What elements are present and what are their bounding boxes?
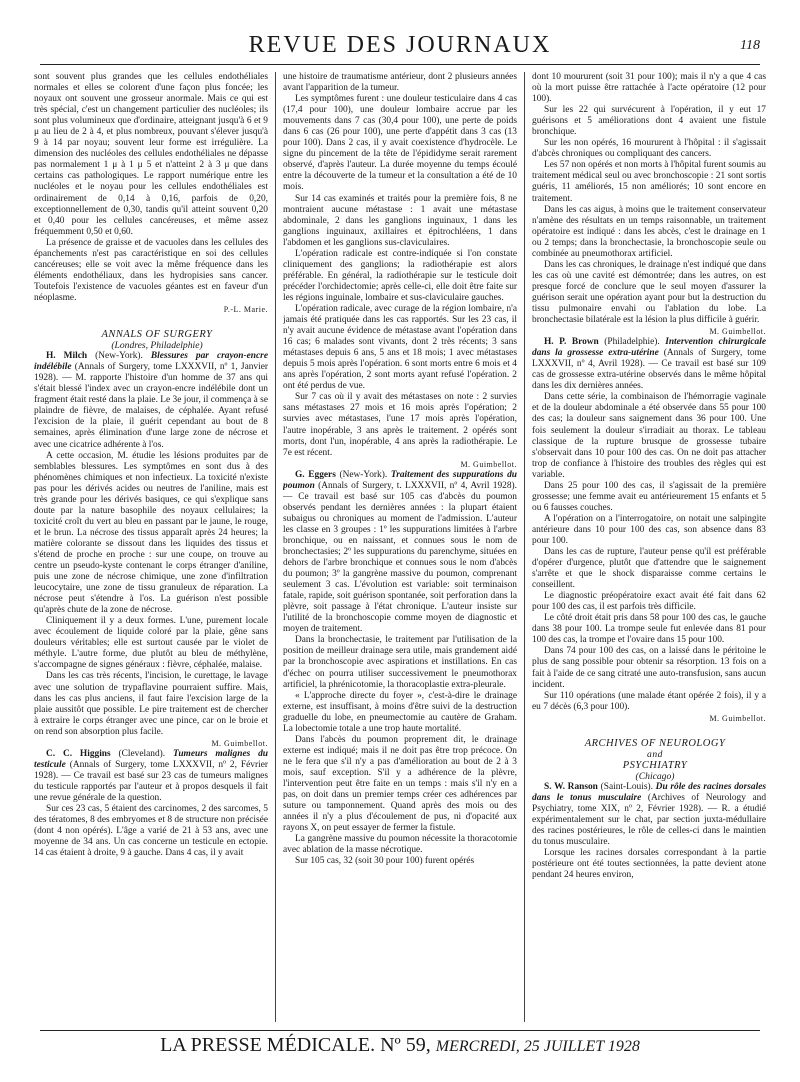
article-abstract xyxy=(532,337,766,392)
article-reference: (Annals of Surgery, tome LXXXVII, nº 2, Février 1928). — Ce travail est basé sur 23 cas de tumeurs malignes du testicule rapportés par l'auteur et à propos desquels il fait une revue générale de la question. xyxy=(34,759,268,803)
journal-section-title: REVUE DES JOURNAUX xyxy=(248,32,552,58)
paragraph: Dans les cas aigus, à moins que le traitement conservateur n'amène des résultats en un temps raisonnable, un traitement opératoire est indiqué : dans les abcès, c'est le drainage en 1 ou 2 temps; dans la bronchectasie, la bronchoscopie seule ou combinée au pneumothorax artificiel. xyxy=(532,204,766,259)
paragraph: L'opération radicale, avec curage de la région lombaire, n'a jamais été pratiquée dans les cas rapportés. Sur les 23 cas, il n'y avait aucune évidence de métastase avant l'opération dans 16 cas; 6 malades sont vivants, dont 2 très récents; 3 sans métastases depuis 6 ans, 5 ans et 18 mois; 1 avec métastases depuis 5 mois après l'opération. 6 sont morts entre 6 mois et 4 ans après l'opération, 2 sont morts ayant refusé l'opération. 2 ont été perdus de vue. xyxy=(283,303,517,392)
article-reference: (Annals of Surgery, t. LXXXVII, nº 4, Avril 1928). — Ce travail est basé sur 105 cas d'abcès du poumon observés pendant les dernières années : la plupart étaient subaigus ou chroniques au moment de l'admission. L'auteur les classe en 3 groupes : 1º les suppurations limitées à l'arbre bronchique, ou en naissant, et connues sous le nom de bronchectasies; 2º les suppurations du parenchyme, situées en dehors de l'arbre bronchique et connues sous le nom d'abcès du poumon; 3º la gangrène massive du poumon, comprenant seulement 3 cas. L'évolution est variable: soit terminaison fatale, rapide, soit guérison spontanée, soit perforation dans la plèvre, soit passage à l'état chronique. L'auteur insiste sur l'utilité de la bronchoscopie comme moyen de diagnostic et moyen de traitement. xyxy=(283,480,517,635)
section-title-connector: and xyxy=(647,748,663,760)
author-location: (New-York). xyxy=(87,351,151,362)
paragraph: Sur les 22 qui survécurent à l'opération, il y eut 17 guérisons et 5 améliorations dont 4 avaient une fistule bronchique. xyxy=(532,105,766,138)
page-number: 118 xyxy=(740,38,760,53)
paragraph: Les 57 non opérés et non morts à l'hôpital furent soumis au traitement médical seul ou avec bronchoscopie : 21 sont sortis guéris, 11 améliorés, 15 non améliorés; 10 sont encore en traitement. xyxy=(532,160,766,204)
section-title: ANNALS OF SURGERY xyxy=(101,329,213,341)
paragraph: Le côté droit était pris dans 58 pour 100 des cas, le gauche dans 38 pour 100. La trompe seule fut enlevée dans 81 pour 100 des cas, la trompe et l'ovaire dans 15 pour 100. xyxy=(532,613,766,646)
author-name: S. W. Ranson xyxy=(544,781,598,792)
signature: M. Guimbellot. xyxy=(709,327,766,337)
paragraph: Sur 14 cas examinés et traités pour la première fois, 8 ne montraient aucune métastase : 1 avait une métastase abdominale, 2 dans les ganglions inguinaux, 1 dans les ganglions inguinaux, axillaires et épitrochléens, 1 dans l'abdomen et les ganglions sus-claviculaires. xyxy=(283,193,517,248)
paragraph: Dans les cas de rupture, l'auteur pense qu'il est préférable d'opérer d'urgence, plutôt que d'attendre que le saignement s'arrête et que le shock disparaisse comme certains le conseillent. xyxy=(532,547,766,591)
paragraph: Le diagnostic préopératoire exact avait été fait dans 62 pour 100 des cas, il est parfois très difficile. xyxy=(532,591,766,613)
author-name: H. Milch xyxy=(46,351,88,362)
footer-rule xyxy=(40,1030,760,1031)
article-columns xyxy=(34,72,766,1022)
paragraph: Cliniquement il y a deux formes. L'une, purement locale avec écoulement de liquide coloré par la plaie, gêne sans douleurs véritables; elle est surtout causée par le violet de méthyle. L'autre forme, due plutôt au bleu de méthylène, s'accompagne de signes généraux : fièvre, céphalée, malaise. xyxy=(34,616,268,671)
footer-text xyxy=(40,1034,760,1057)
column-divider xyxy=(524,72,525,1022)
paragraph: Dans l'abcès du poumon proprement dit, le drainage externe est indiqué; mais il ne doit pas être trop précoce. On ne le fera que s'il n'y a pas d'amélioration au bout de 2 à 3 mois, sauf exception. S'il y a adhérence de la plèvre, l'intervention peut être faite en un temps : mais s'il n'y en a pas, on doit dans un premier temps créer ces adhérences par suture ou tamponnement. Quand après des mois ou des années il n'y a plus d'écoulement de pus, ni d'opacité aux rayons X, on peut essayer de fermer la fistule. xyxy=(283,734,517,834)
article-reference: (Annals of Surgery, tome LXXXVII, nº 1, Janvier 1928). — M. rapporte l'histoire d'un homme de 37 ans qui s'était blessé l'index avec un crayon-encre indélébile dont un fragment était resté dans la plaie. Le 3e jour, il commença à se plaindre de fièvre, de malaises, de céphalée. Ayant refusé l'excision de la plaie, il guérit cependant au bout de 8 semaines, après élimination d'une large zone de nécrose et avec une cicatrice adhérente à l'os. xyxy=(34,362,268,450)
paragraph: Dans cette série, la combinaison de l'hémorragie vaginale et de la douleur abdominale a été observée dans 55 pour 100 des cas; la douleur sans saignement dans 36 pour 100. Une fois seulement la douleur s'irradiait au thorax. Le tableau classique de la rupture brusque de grossesse tubaire s'observait dans 10 pour 100 des cas. On ne doit pas attacher trop de confiance à l'histoire des troubles des règles qui est variable. xyxy=(532,392,766,480)
paragraph: une histoire de traumatisme antérieur, dont 2 plusieurs années avant l'apparition de la tumeur. xyxy=(283,72,517,94)
column-divider xyxy=(275,72,276,1022)
paragraph: Sur 7 cas où il y avait des métastases on note : 2 survies sans métastases 27 mois et 16 mois après l'opération; 2 survies avec métastases, l'une 17 mois après l'opération, l'autre inopérable, 3 ans après le traitement. 2 opérés sont morts, dont l'un, inopérable, 4 ans après la radiothérapie. Le 7e est récent. xyxy=(283,392,517,458)
section-title: ARCHIVES OF NEUROLOGY xyxy=(584,737,726,749)
author-location: (Saint-Louis). xyxy=(597,781,656,792)
paragraph: Lorsque les racines dorsales correspondant à la partie postérieure ont été toutes sectionnées, la patte devient atone pendant 24 heures environ, xyxy=(532,848,766,881)
paragraph: La gangrène massive du poumon nécessite la thoracotomie avec ablation de la masse nécrotique. xyxy=(283,834,517,856)
column-right xyxy=(532,72,766,1022)
paragraph: « L'approche directe du foyer », c'est-à-dire le drainage externe, est insuffisant, à moins d'être suivi de la destruction graduelle du lobe, en pneumectomie au cautère de Graham. La lobectomie totale a une trop haute mortalité. xyxy=(283,690,517,734)
paragraph: Sur 105 cas, 32 (soit 30 pour 100) furent opérés xyxy=(295,856,475,867)
page-header xyxy=(40,28,760,64)
article-title: Du rôle des racines dorsales dans le tonus musculaire xyxy=(532,781,766,803)
article-abstract xyxy=(34,351,268,450)
signature: P.-L. Marie. xyxy=(223,304,268,314)
paragraph: Sur 110 opérations (une malade étant opérée 2 fois), il y a eu 7 décès (6,3 pour 100). xyxy=(532,690,766,712)
column-left xyxy=(34,72,268,1022)
article-title: Tumeurs malignes du testicule xyxy=(34,748,268,770)
article-title: Intervention chirurgicale dans la grossesse extra-utérine xyxy=(532,337,766,359)
author-location: (Cleveland). xyxy=(110,748,173,759)
paragraph: Les symptômes furent : une douleur testiculaire dans 4 cas (17,4 pour 100), une douleur lombaire accrue par les mouvements dans 7 cas (30,4 pour 100), une perte de poids dans 6 cas (26 pour 100), une perte d'appétit dans 3 cas (13 pour 100). Dans 2 cas, il y avait coexistence d'hydrocèle. Le signe du pincement de la tête de l'épididyme serait rarement observé, d'après l'auteur. La durée moyenne du temps écoulé entre la découverte de la tumeur et la consultation a été de 10 mois. xyxy=(283,94,517,193)
author-name: C. C. Higgins xyxy=(46,748,111,759)
article-abstract xyxy=(532,782,766,848)
paragraph: Sur les non opérés, 16 moururent à l'hôpital : il s'agissait d'abcès chroniques ou compliquant des cancers. xyxy=(532,138,766,160)
journal-name: LA PRESSE MÉDICALE. Nº 59, xyxy=(160,1034,431,1056)
paragraph: sont souvent plus grandes que les cellules endothéliales normales et elles se colorent d'une façon plus foncée; les noyaux ont souvent une grosseur anormale. Mais ce qui est très spécial, c'est un changement particulier des nucléoles; ils sont plus volumineux que d'ordinaire, atteignant jusqu'à 6 et 9 μ au lieu de 2 à 4, et plus nombreux, pouvant s'élever jusqu'à 9 à 14 par noyau; souvent leur forme est irrégulière. La dimension des nucléoles des cellules endothéliales ne dépasse pas normalement 1 μ à 1 μ 5 et n'atteint 2 à 3 μ que dans certains cas pathologiques. Le rapport numérique entre les nucléoles et le noyau pour les cellules endothéliales est ordinairement de 0,14 à 0,16, parfois de 0,20, exceptionnellement de 0,30, tandis qu'il atteint souvent 0,20 et 0,40 pour les cellules cancéreuses, et même assez fréquemment 0,50 et 0,60. xyxy=(34,72,268,237)
article-abstract xyxy=(34,749,268,804)
issue-date: MERCREDI, 25 JUILLET 1928 xyxy=(435,1038,640,1055)
signature: M. Guimbellot. xyxy=(460,459,517,469)
paragraph: Dans 74 pour 100 des cas, on a laissé dans le péritoine le plus de sang possible pour obtenir sa résorption. 13 fois on a fait à l'aide de ce sang citraté une auto-transfusion, sans aucun incident. xyxy=(532,646,766,690)
paragraph: Dans 25 pour 100 des cas, il s'agissait de la première grossesse; une femme avait eu antérieurement 15 enfants et 5 ou 6 fausses couches. xyxy=(532,480,766,513)
paragraph: Dans les cas chroniques, le drainage n'est indiqué que dans les cas où une cavité est démontrée; dans les autres, on est presque forcé de conclure que le seul moyen d'assurer la guérison serait une opération ayant pour but la destruction du tissu pulmonaire envahi ou l'ablation du lobe. La bronchectasie bilatérale est la lésion la plus difficile à guérir. xyxy=(532,259,766,326)
article-reference: (Annals of Surgery, tome LXXXVII, nº 4, Avril 1928). — Ce travail est basé sur 109 cas de grossesse extra-utérine observés dans le même hôpital dans les dix dernières années. xyxy=(532,348,766,392)
article-title: Traitement des suppurations du poumon xyxy=(283,469,517,491)
article-reference: (Archives of Neurology and Psychiatry, tome XIX, nº 2, Février 1928). — R. a étudié expérimentalement sur le chat, par section juxta-médullaire des racines postérieures, le rôle de celles-ci dans le maintien du tonus musculaire. xyxy=(532,793,766,848)
header-rule xyxy=(40,64,760,65)
section-subtitle: (Chicago) xyxy=(635,770,675,782)
signature: M. Guimbellot. xyxy=(211,738,268,748)
author-location: (Philadelphie). xyxy=(598,337,666,348)
paragraph: Dans la bronchectasie, le traitement par l'utilisation de la position de meilleur drainage sera utile, mais grandement aidé par la bronchoscopie avec aspirations et instillations. En cas d'échec on pourra utiliser successivement le pneumothorax artificiel, la phrénicotomie, la thoracoplastie extra-pleurale. xyxy=(283,635,517,690)
paragraph: La présence de graisse et de vacuoles dans les cellules des épanchements n'est pas caractéristique en soi des cellules cancéreuses; elle se voit avec la même fréquence dans les éléments endothéliaux, dans les hydropisies sans cancer. Toutefois l'existence de vacuoles géantes est en faveur d'un néoplasme. xyxy=(34,237,268,303)
paragraph: L'opération radicale est contre-indiquée si l'on constate cliniquement des ganglions; la radiothérapie est alors préférable. En général, la radiothérapie sur le testicule doit précéder l'orchidectomie; après celle-ci, elle doit être faite sur les régions inguinale, lombaire et sus-claviculaire gauches. xyxy=(283,248,517,303)
paragraph: Dans les cas très récents, l'incision, le curettage, le lavage avec une solution de trypaflavine pourraient suffire. Mais, dans les cas plus anciens, il faut faire l'excision large de la plaie aussitôt que possible. Le pire traitement est de chercher à extraire le corps étranger avec une pince, car on le broie et on rend son absorption plus facile. xyxy=(34,671,268,737)
column-middle xyxy=(283,72,517,1022)
paragraph: A l'opération on a l'interrogatoire, on notait une salpingite antérieure dans 10 pour 100 des cas, son absence dans 83 pour 100. xyxy=(532,513,766,546)
article-abstract xyxy=(283,470,517,636)
paragraph: A cette occasion, M. étudie les lésions produites par de semblables blessures. Les symptômes en sont dus à des phénomènes chimiques et non infectieux. La toxicité n'existe pas pour les dérivés acides ou neutres de l'aniline, mais est très grande pour les dérivés basiques, ce qui s'explique sans doute par la nature basophile des noyaux cellulaires; la toxicité croît du vert au bleu en passant par le jaune, le rouge, et le brun. La nécrose des tissus apparaît après 24 heures; la matière colorante se dissout dans les liquides des tissus et s'étend de proche en proche : sur une coupe, on trouve au centre un pseudo-kyste contenant le corps étranger d'aniline, puis une zone de nécrose chimique, une zone d'infiltration leucocytaire, une zone de tissu granuleux de réparation. La nécrose peut s'étendre à l'os. La guérison n'est possible qu'après chute de la zone de nécrose. xyxy=(34,450,268,616)
signature: M. Guimbellot. xyxy=(709,713,766,723)
section-title: PSYCHIATRY xyxy=(622,759,688,771)
paragraph: Sur ces 23 cas, 5 étaient des carcinomes, 2 des sarcomes, 5 des tératomes, 8 des embryomes et 8 de structure non précisée (dont 4 non opérés). L'âge a varié de 21 à 53 ans, avec une moyenne de 34 ans. Un cas concerne un testicule en ectopie. 14 cas étaient à droite, 9 à gauche. Dans 4 cas, il y avait xyxy=(34,804,268,859)
paragraph: dont 10 moururent (soit 31 pour 100); mais il n'y a que 4 cas où la mort puisse être rattachée à l'acte opératoire (12 pour 100). xyxy=(532,72,766,105)
section-subtitle: (Londres, Philadelphie) xyxy=(111,340,203,352)
author-name: G. Eggers xyxy=(295,469,336,480)
article-title: Blessures par crayon-encre indélébile xyxy=(34,351,268,373)
page-footer xyxy=(40,1030,760,1056)
author-location: (New-York). xyxy=(335,469,391,480)
author-name: H. P. Brown xyxy=(544,337,599,348)
